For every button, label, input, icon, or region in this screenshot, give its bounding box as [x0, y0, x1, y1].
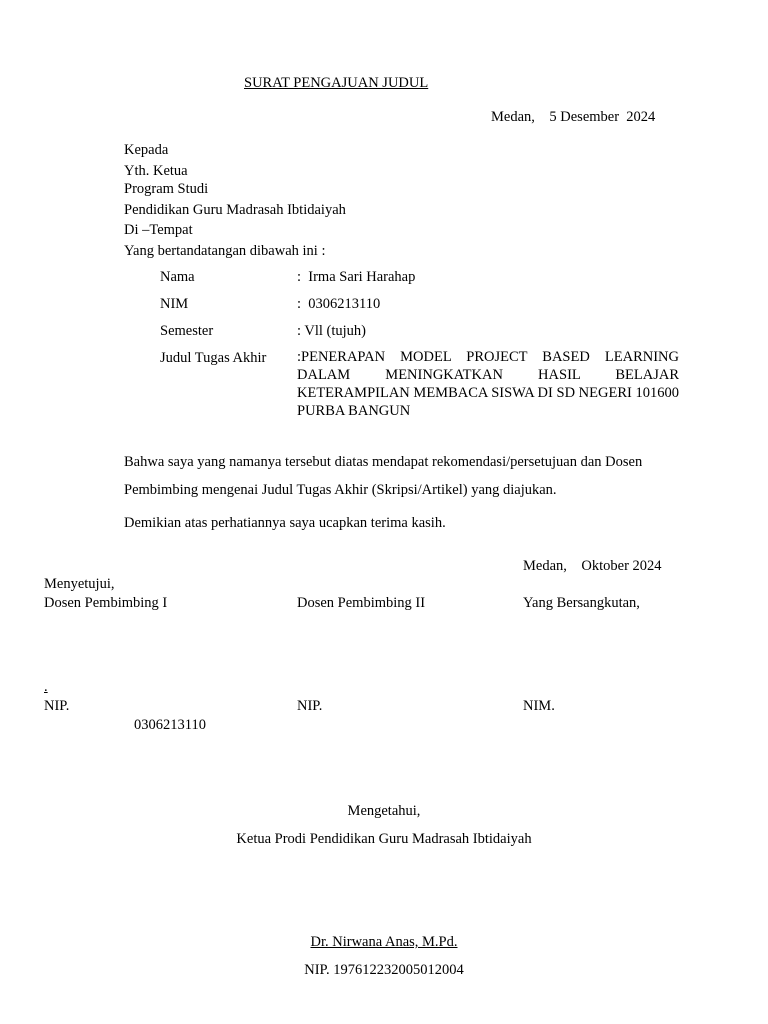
field-nim-value: : 0306213110: [297, 296, 381, 312]
acknowledge-role: Ketua Prodi Pendidikan Guru Madrasah Ibtidaiyah: [236, 831, 532, 847]
field-nim-label: NIM: [160, 296, 189, 312]
field-semester-label: Semester: [160, 323, 214, 339]
field-judul-value: :PENERAPAN MODEL PROJECT BASED LEARNING DALAM MENINGKATKAN HASIL BELAJAR KETERAMPILAN MEMBACA SISWA DI SD NEGERI 101600 PURBA BANGUN: [297, 349, 679, 419]
approved-label: Menyetujui,: [44, 576, 115, 592]
recipient-prodi: Pendidikan Guru Madrasah Ibtidaiyah: [124, 202, 346, 218]
intro-text: Yang bertandatangan dibawah ini :: [124, 243, 326, 259]
signature-dot: .: [44, 679, 48, 695]
signatory-name-text: Dr. Nirwana Anas, M.Pd.: [310, 934, 458, 950]
field-nama-value: : Irma Sari Harahap: [297, 269, 416, 285]
signatory-nip: NIP. 197612232005012004: [304, 962, 464, 978]
date-bottom: Medan, Oktober 2024: [523, 558, 662, 574]
recipient-yth: Yth. Ketua: [124, 163, 188, 179]
field-nama-label: Nama: [160, 269, 195, 285]
paragraph-1-line-1: Bahwa saya yang namanya tersebut diatas mendapat rekomendasi/persetujuan dan Dosen: [124, 454, 643, 470]
nim-number: 0306213110: [134, 717, 206, 733]
date-top: Medan, 5 Desember 2024: [491, 109, 656, 125]
paragraph-2: Demikian atas perhatiannya saya ucapkan terima kasih.: [124, 515, 446, 531]
student-label: Yang Bersangkutan,: [523, 595, 640, 611]
paragraph-1-line-2: Pembimbing mengenai Judul Tugas Akhir (Skripsi/Artikel) yang diajukan.: [124, 482, 557, 498]
recipient-tempat: Di –Tempat: [124, 222, 193, 238]
nim-student: NIM.: [523, 698, 555, 714]
dosen-pembimbing-1: Dosen Pembimbing I: [44, 595, 168, 611]
recipient-kepada: Kepada: [124, 142, 169, 158]
nip-dosen-1: NIP.: [44, 698, 70, 714]
recipient-program: Program Studi: [124, 181, 209, 197]
signatory-name: [0, 933, 768, 952]
field-judul-label: Judul Tugas Akhir: [160, 350, 267, 366]
dosen-pembimbing-2: Dosen Pembimbing II: [297, 595, 426, 611]
nip-dosen-2: NIP.: [297, 698, 323, 714]
document-title: SURAT PENGAJUAN JUDUL: [244, 75, 429, 91]
field-semester-value: : Vll (tujuh): [297, 323, 367, 339]
acknowledge-label: Mengetahui,: [347, 803, 421, 819]
